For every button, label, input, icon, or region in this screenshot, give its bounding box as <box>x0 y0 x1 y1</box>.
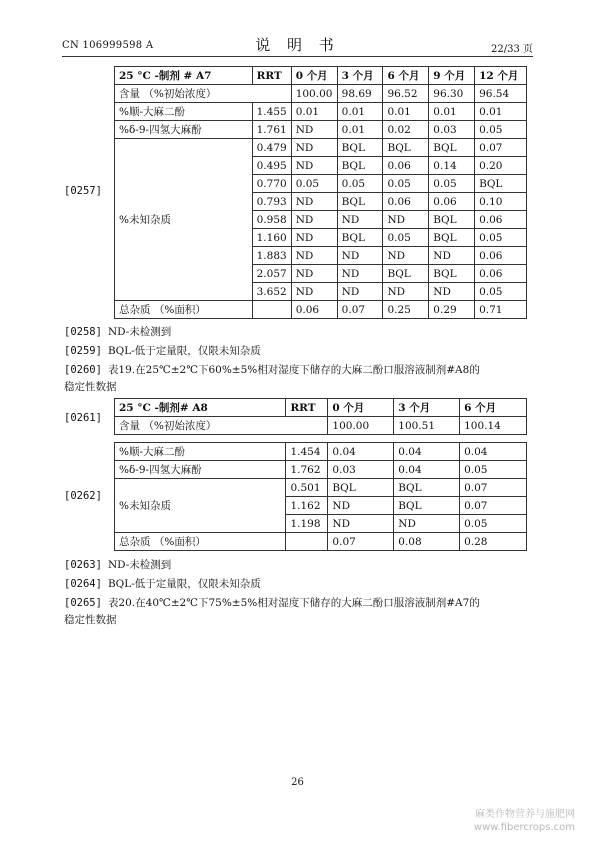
table-header-cell: RRT <box>252 67 291 85</box>
table-cell: BQL <box>328 479 394 497</box>
table-cell: 0.05 <box>460 515 527 533</box>
table-cell: 0.01 <box>383 103 429 121</box>
rrt-cell: 3.652 <box>252 283 291 301</box>
paragraph-0263 <box>64 557 171 574</box>
table-cell: BQL <box>383 139 429 157</box>
paragraph-0264 <box>64 576 261 593</box>
table-cell: 0.01 <box>291 103 337 121</box>
table-cell: ND <box>291 265 337 283</box>
table-cell: 0.25 <box>383 301 429 319</box>
table-cell: BQL <box>429 139 475 157</box>
table-cell: BQL <box>337 193 383 211</box>
paragraph-0260-cont <box>64 379 117 396</box>
table-header-cell: 6 个月 <box>383 67 429 85</box>
table-cell: 0.05 <box>291 175 337 193</box>
table-cell: BQL <box>475 175 527 193</box>
row-label: %未知杂质 <box>115 139 253 301</box>
table-cell: 0.05 <box>337 175 383 193</box>
table-header-cell: 6 个月 <box>460 399 527 417</box>
header-rule <box>62 56 533 57</box>
rrt-cell: 0.958 <box>252 211 291 229</box>
table-cell: 96.52 <box>383 85 429 103</box>
table-header-cell: 0 个月 <box>328 399 394 417</box>
paragraph-number: [0264] <box>64 578 102 590</box>
table-cell: 0.04 <box>394 443 460 461</box>
page-indicator: 22/33 页 <box>491 44 533 55</box>
patent-number: CN 106999598 A <box>62 40 154 51</box>
table-cell: ND <box>383 211 429 229</box>
paragraph-0260 <box>64 362 480 379</box>
paragraph-text: 稳定性数据 <box>64 381 117 393</box>
table-cell: BQL <box>429 229 475 247</box>
paragraph-text: ND-未检测到 <box>107 326 172 338</box>
paragraph-number-0257: [0257] <box>64 185 102 197</box>
row-label: %顺-大麻二酚 <box>115 103 253 121</box>
table-gap <box>115 435 527 443</box>
table-header-cell: RRT <box>286 399 328 417</box>
table-header-cell: 12 个月 <box>475 67 527 85</box>
rrt-cell: 2.057 <box>252 265 291 283</box>
paragraph-0265 <box>64 595 480 612</box>
row-label: 总杂质 （%面积） <box>115 533 286 551</box>
table-header-row <box>115 67 527 85</box>
table-cell: 100.00 <box>291 85 337 103</box>
paragraph-number: [0258] <box>64 326 102 338</box>
rrt-cell: 1.160 <box>252 229 291 247</box>
table-cell: 0.01 <box>337 121 383 139</box>
rrt-cell: 1.162 <box>286 497 328 515</box>
table-cell: 0.29 <box>429 301 475 319</box>
table-cell: ND <box>291 157 337 175</box>
table-row <box>115 85 527 103</box>
rrt-cell: 1.762 <box>286 461 328 479</box>
table-cell: 0.71 <box>475 301 527 319</box>
table-cell: 0.06 <box>475 247 527 265</box>
paragraph-number: [0260] <box>64 364 102 376</box>
table-cell: ND <box>291 283 337 301</box>
table-cell: 0.14 <box>429 157 475 175</box>
page-number: 26 <box>291 777 304 788</box>
table-cell: 0.08 <box>394 533 460 551</box>
table-header-cell: 3 个月 <box>337 67 383 85</box>
paragraph-number-0262: [0262] <box>64 490 102 502</box>
paragraph-text: 稳定性数据 <box>64 614 117 626</box>
row-label: %δ-9-四氢大麻酚 <box>115 121 253 139</box>
table-cell: ND <box>291 139 337 157</box>
paragraph-text: BQL-低于定量限，仅限未知杂质 <box>107 345 261 357</box>
table-cell: 0.20 <box>475 157 527 175</box>
table-cell: 0.04 <box>460 443 527 461</box>
table-header-row <box>115 399 527 417</box>
row-label: 含量 （%初始浓度） <box>115 417 328 435</box>
table-cell: BQL <box>337 157 383 175</box>
table-cell: 100.14 <box>460 417 527 435</box>
watermark-line: www.fibercrops.com <box>473 822 575 833</box>
table-cell: 100.51 <box>394 417 460 435</box>
table-cell: 0.07 <box>460 479 527 497</box>
table-cell: ND <box>383 247 429 265</box>
table-cell: ND <box>394 515 460 533</box>
rrt-cell: 0.479 <box>252 139 291 157</box>
rrt-cell: 1.454 <box>286 443 328 461</box>
table-cell: 0.01 <box>429 103 475 121</box>
paragraph-0258 <box>64 324 171 341</box>
watermark <box>474 808 575 834</box>
table-cell: 96.54 <box>475 85 527 103</box>
table-cell: ND <box>429 247 475 265</box>
table-cell: 0.05 <box>383 175 429 193</box>
table-row <box>115 479 527 497</box>
table-cell: ND <box>328 515 394 533</box>
table-cell: ND <box>337 211 383 229</box>
table-cell: ND <box>383 283 429 301</box>
table-header-cell: 25 °C -制剂 # A7 <box>115 67 253 85</box>
rrt-cell <box>252 301 291 319</box>
table-cell: 0.02 <box>383 121 429 139</box>
table-cell: 0.06 <box>291 301 337 319</box>
table-row <box>115 461 527 479</box>
table-cell: 0.10 <box>475 193 527 211</box>
row-label: %未知杂质 <box>115 479 286 533</box>
table-cell: BQL <box>383 265 429 283</box>
table-cell: ND <box>291 121 337 139</box>
table-header-cell: 3 个月 <box>394 399 460 417</box>
table-cell: BQL <box>429 211 475 229</box>
table-cell: 0.06 <box>429 193 475 211</box>
table-cell: ND <box>337 265 383 283</box>
paragraph-0259 <box>64 343 261 360</box>
rrt-cell: 0.793 <box>252 193 291 211</box>
rrt-cell <box>286 533 328 551</box>
table-cell: 0.07 <box>337 301 383 319</box>
table-cell: 0.05 <box>475 121 527 139</box>
table-cell: 0.05 <box>429 175 475 193</box>
table-cell: 0.05 <box>475 283 527 301</box>
table-row <box>115 121 527 139</box>
table-cell: ND <box>328 497 394 515</box>
rrt-cell: 0.501 <box>286 479 328 497</box>
table-cell: ND <box>429 283 475 301</box>
paragraph-text: 表19.在25℃±2℃下60%±5%相对湿度下储存的大麻二酚口服溶液制剂#A8的 <box>107 364 480 376</box>
table-cell: ND <box>291 211 337 229</box>
paragraph-number: [0265] <box>64 597 102 609</box>
table-cell: 0.28 <box>460 533 527 551</box>
rrt-cell: 0.770 <box>252 175 291 193</box>
table-row <box>115 417 527 435</box>
table-cell: 96.30 <box>429 85 475 103</box>
table-row <box>115 533 527 551</box>
paragraph-text: ND-未检测到 <box>107 559 172 571</box>
table-cell: 0.05 <box>460 461 527 479</box>
table-cell: BQL <box>337 139 383 157</box>
table-header-cell: 9 个月 <box>429 67 475 85</box>
paragraph-text: BQL-低于定量限，仅限未知杂质 <box>107 578 261 590</box>
table-cell: 0.06 <box>383 193 429 211</box>
table-cell: BQL <box>337 229 383 247</box>
table-cell: 0.07 <box>475 139 527 157</box>
table-cell: ND <box>291 229 337 247</box>
table-header-cell: 25 °C -制剂# A8 <box>115 399 286 417</box>
table-cell: 0.01 <box>337 103 383 121</box>
table-gap-row <box>115 435 527 443</box>
row-label: %δ-9-四氢大麻酚 <box>115 461 286 479</box>
table-cell: 0.07 <box>328 533 394 551</box>
paragraph-0265-cont <box>64 612 117 629</box>
table-cell: ND <box>291 247 337 265</box>
table-cell: ND <box>337 283 383 301</box>
paragraph-text: 表20.在40℃±2℃下75%±5%相对湿度下储存的大麻二酚口服溶液制剂#A7的 <box>107 597 480 609</box>
paragraph-number: [0263] <box>64 559 102 571</box>
table-cell: 0.06 <box>475 265 527 283</box>
paragraph-number-0261: [0261] <box>64 412 102 424</box>
rrt-cell: 1.455 <box>252 103 291 121</box>
watermark-line: 麻类作物营养与施肥网 <box>475 809 575 820</box>
row-label: 总杂质 （%面积） <box>115 301 253 319</box>
table-cell: 100.00 <box>328 417 394 435</box>
row-label: 含量 （%初始浓度） <box>115 85 292 103</box>
table-row <box>115 103 527 121</box>
table-cell: 0.05 <box>475 229 527 247</box>
table-cell: 0.04 <box>328 443 394 461</box>
table-cell: 0.06 <box>383 157 429 175</box>
table-cell: BQL <box>429 265 475 283</box>
table-cell: BQL <box>394 479 460 497</box>
rrt-cell: 1.883 <box>252 247 291 265</box>
table-cell: 0.06 <box>475 211 527 229</box>
document-title: 说 明 书 <box>255 36 340 54</box>
rrt-cell: 0.495 <box>252 157 291 175</box>
table-row <box>115 301 527 319</box>
stability-table-a8 <box>114 398 527 551</box>
table-cell: ND <box>291 193 337 211</box>
table-cell: 0.04 <box>394 461 460 479</box>
row-label: %顺-大麻二酚 <box>115 443 286 461</box>
stability-table-a7 <box>114 66 527 319</box>
table-cell: 0.01 <box>475 103 527 121</box>
table-cell: 0.07 <box>460 497 527 515</box>
table-row <box>115 443 527 461</box>
table-row <box>115 139 527 157</box>
table-cell: 98.69 <box>337 85 383 103</box>
rrt-cell: 1.198 <box>286 515 328 533</box>
table-cell: 0.03 <box>429 121 475 139</box>
paragraph-number: [0259] <box>64 345 102 357</box>
table-cell: 0.05 <box>383 229 429 247</box>
table-cell: ND <box>337 247 383 265</box>
rrt-cell: 1.761 <box>252 121 291 139</box>
table-header-cell: 0 个月 <box>291 67 337 85</box>
table-cell: BQL <box>394 497 460 515</box>
table-cell: 0.03 <box>328 461 394 479</box>
